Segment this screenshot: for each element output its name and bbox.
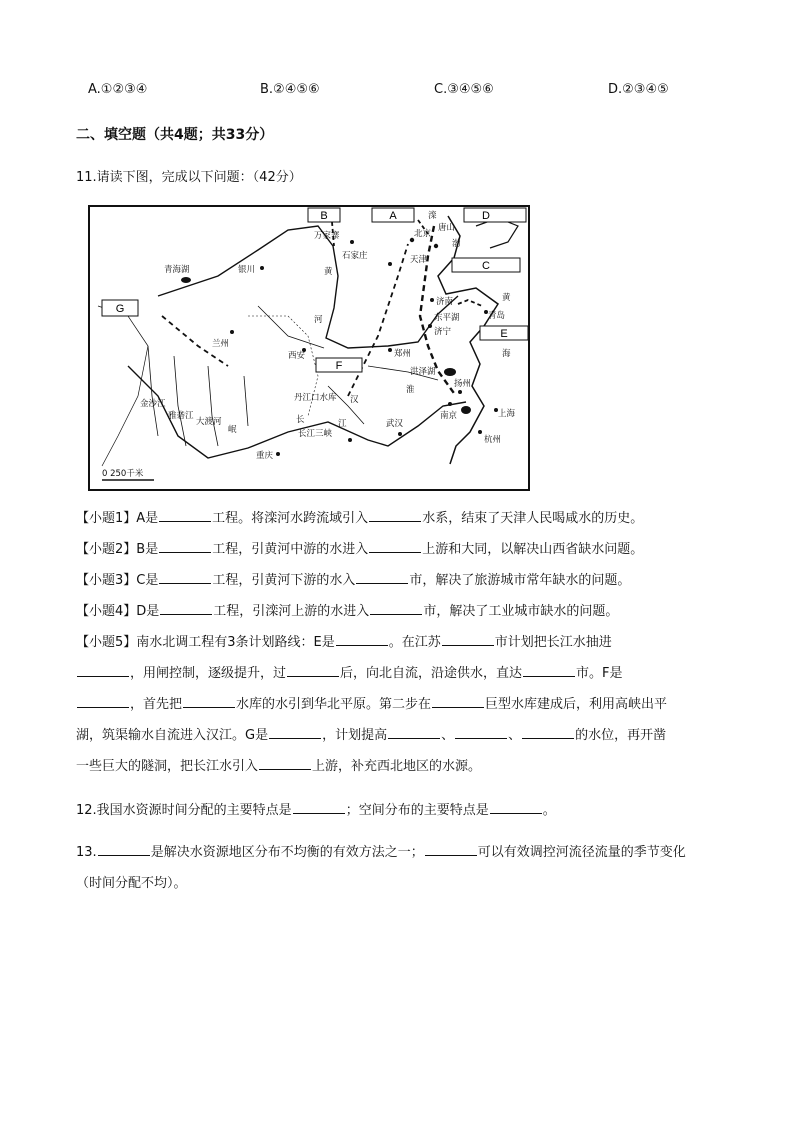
svg-text:黄: 黄 — [502, 293, 511, 303]
box-a — [372, 208, 414, 222]
blank[interactable] — [77, 664, 129, 677]
blank[interactable] — [425, 843, 477, 856]
blank[interactable] — [159, 540, 211, 553]
svg-text:石家庄: 石家庄 — [342, 251, 368, 261]
blank[interactable] — [442, 633, 494, 646]
svg-text:岷: 岷 — [228, 425, 237, 435]
blank[interactable] — [370, 602, 422, 615]
tai-lake — [461, 406, 471, 414]
svg-text:渤: 渤 — [452, 239, 461, 249]
blank[interactable] — [160, 602, 212, 615]
svg-text:郑州: 郑州 — [394, 349, 412, 359]
svg-text:汉: 汉 — [350, 395, 359, 405]
svg-text:银川: 银川 — [238, 265, 256, 275]
blank[interactable] — [388, 726, 440, 739]
svg-text:济南: 济南 — [436, 297, 454, 307]
svg-text:青岛: 青岛 — [488, 311, 506, 321]
svg-text:东平湖: 东平湖 — [434, 313, 460, 323]
option-b: B.②④⑤⑥ — [260, 82, 320, 97]
svg-text:雅砻江: 雅砻江 — [168, 411, 194, 421]
svg-text:南京: 南京 — [440, 411, 458, 421]
sub-question-4: 【小题4】D是 工程，引滦河上游的水进入 市，解决了工业城市缺水的问题。 — [76, 604, 619, 619]
svg-text:江: 江 — [338, 419, 347, 429]
question-13 — [76, 837, 726, 899]
svg-text:上海: 上海 — [498, 409, 516, 419]
svg-text:C: C — [482, 260, 490, 272]
svg-text:济宁: 济宁 — [434, 327, 452, 337]
question-12: 12.我国水资源时间分配的主要特点是 ；空间分布的主要特点是 。 — [76, 803, 556, 818]
sub-question-3: 【小题3】C是 工程，引黄河下游的水入 市，解决了旅游城市常年缺水的问题。 — [76, 573, 631, 588]
option-a: A.①②③④ — [88, 82, 148, 97]
blank[interactable] — [287, 664, 339, 677]
q13-line-1: 13. 是解决水资源地区分布不均衡的有效方法之一； 可以有效调控河流径流量的季节变化 — [76, 845, 686, 860]
blank[interactable] — [432, 695, 484, 708]
svg-text:丹江口水库: 丹江口水库 — [294, 393, 337, 403]
blank[interactable] — [490, 801, 542, 814]
svg-text:兰州: 兰州 — [212, 339, 230, 349]
box-e — [480, 326, 528, 340]
blank[interactable] — [356, 571, 408, 584]
sub5-line-2: ，用闸控制，逐级提升，过 后，向北自流，沿途供水，直达 市。F是 — [76, 658, 726, 689]
blank[interactable] — [293, 801, 345, 814]
blank[interactable] — [98, 843, 150, 856]
svg-text:扬州: 扬州 — [454, 379, 472, 389]
sub-question-5 — [76, 627, 726, 782]
svg-text:滦: 滦 — [428, 211, 437, 221]
box-d — [464, 208, 526, 222]
svg-text:北京: 北京 — [414, 229, 432, 239]
svg-text:青海湖: 青海湖 — [164, 265, 190, 275]
svg-text:D: D — [482, 210, 490, 222]
svg-text:长: 长 — [296, 415, 305, 425]
sub5-line-4: 湖，筑渠输水自流进入汉江。G是 ，计划提高 、 、 的水位，再开凿 — [76, 728, 667, 743]
blank[interactable] — [159, 571, 211, 584]
blank[interactable] — [259, 757, 311, 770]
svg-text:A: A — [389, 210, 397, 222]
sub-question-2: 【小题2】B是 工程，引黄河中游的水进入 上游和大同，以解决山西省缺水问题。 — [76, 542, 644, 557]
svg-text:淮: 淮 — [406, 385, 415, 395]
question-11-intro: 11.请读下图，完成以下问题：（42分） — [76, 170, 302, 185]
option-c: C.③④⑤⑥ — [434, 82, 494, 97]
sub5-line-1: 【小题5】南水北调工程有3条计划路线：E是 。在江苏 市计划把长江水抽进 — [76, 635, 612, 650]
qinghai-lake — [181, 277, 191, 283]
blank[interactable] — [522, 726, 574, 739]
svg-text:重庆: 重庆 — [256, 451, 274, 461]
blank[interactable] — [183, 695, 235, 708]
blank[interactable] — [77, 695, 129, 708]
section-title: 二、填空题（共4题；共33分） — [76, 127, 274, 143]
box-f — [316, 358, 362, 372]
svg-text:G: G — [115, 303, 125, 315]
option-d: D.②③④⑤ — [608, 82, 669, 97]
blank[interactable] — [269, 726, 321, 739]
svg-text:河: 河 — [314, 315, 323, 325]
water-transfer-map — [88, 196, 530, 492]
svg-text:0 250千米: 0 250千米 — [102, 469, 144, 479]
svg-text:长江三峡: 长江三峡 — [298, 429, 333, 439]
blank[interactable] — [369, 540, 421, 553]
sub-question-1: 【小题1】A是 工程。将滦河水跨流域引入 水系，结束了天津人民喝咸水的历史。 — [76, 511, 644, 526]
svg-text:B: B — [320, 210, 328, 222]
svg-text:洪泽湖: 洪泽湖 — [410, 367, 436, 377]
svg-text:唐山: 唐山 — [438, 223, 456, 233]
blank[interactable] — [455, 726, 507, 739]
blank[interactable] — [336, 633, 388, 646]
svg-text:万家寨: 万家寨 — [314, 231, 340, 241]
box-b — [308, 208, 340, 222]
box-g — [102, 300, 138, 316]
answer-options — [88, 82, 728, 102]
svg-text:E: E — [500, 328, 508, 340]
svg-text:黄: 黄 — [324, 267, 333, 277]
blank[interactable] — [369, 509, 421, 522]
svg-text:天津: 天津 — [410, 255, 428, 265]
q13-line-2: （时间分配不均）。 — [76, 876, 187, 891]
svg-text:武汉: 武汉 — [386, 419, 404, 429]
blank[interactable] — [523, 664, 575, 677]
svg-text:海: 海 — [502, 349, 511, 359]
sub5-line-3: ，首先把 水库的水引到华北平原。第二步在 巨型水库建成后，利用高峡出平 — [76, 689, 726, 720]
svg-text:金沙江: 金沙江 — [140, 399, 166, 409]
svg-text:F: F — [335, 360, 343, 372]
blank[interactable] — [159, 509, 211, 522]
svg-text:大渡河: 大渡河 — [196, 417, 222, 427]
box-c — [452, 258, 520, 272]
svg-text:西安: 西安 — [288, 351, 306, 361]
svg-text:杭州: 杭州 — [484, 435, 502, 445]
map-frame — [89, 206, 529, 490]
sub5-line-5: 一些巨大的隧洞，把长江水引入 上游，补充西北地区的水源。 — [76, 759, 482, 774]
hongze-lake — [444, 368, 456, 376]
